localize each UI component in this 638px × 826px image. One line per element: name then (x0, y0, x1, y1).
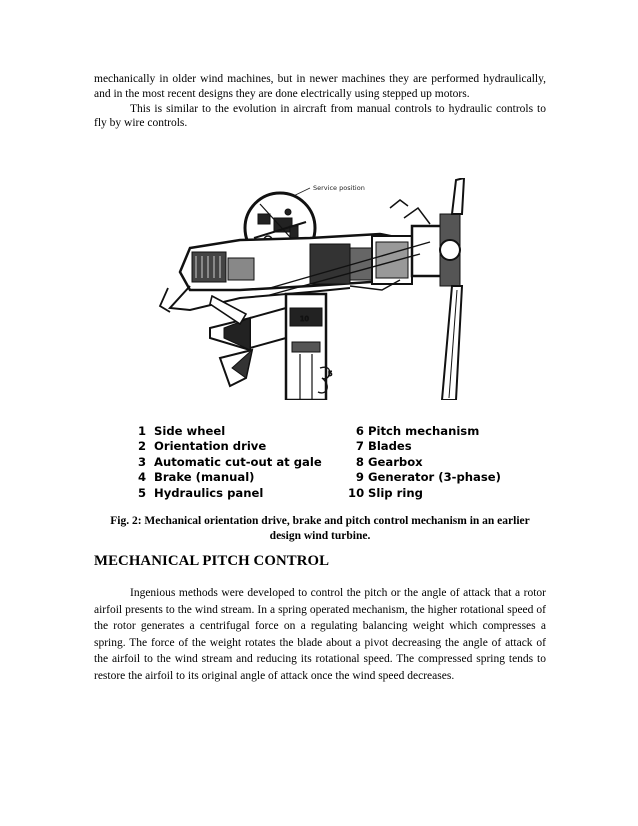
legend-number: 2 (138, 439, 147, 454)
legend-label: Orientation drive (154, 439, 267, 454)
legend-label: Slip ring (368, 485, 423, 500)
callout-10: 10 (300, 315, 309, 323)
legend-number: 4 (138, 470, 147, 485)
legend-number: 9 (355, 470, 364, 485)
turbine-diagram (150, 178, 495, 400)
service-position-label: Service position (313, 184, 365, 192)
intro-paragraph-1: mechanically in older wind machines, but in newer machines they are performed hydraulically, and in the most recent designs they are done electrically using stepped up motors. (94, 73, 546, 100)
legend-label: Hydraulics panel (154, 485, 264, 500)
legend-item (138, 470, 338, 485)
legend-number: 1 (138, 424, 147, 438)
legend-column-left (138, 424, 338, 501)
side-wheel (210, 296, 286, 386)
figure-caption: Fig. 2: Mechanical orientation drive, brake and pitch control mechanism in an earlier design wind turbine. (110, 515, 530, 542)
legend-number: 7 (355, 439, 364, 454)
legend-number: 10 (348, 485, 365, 500)
legend-label: Gearbox (368, 454, 423, 469)
turbine-figure (150, 178, 495, 400)
legend-number: 5 (138, 485, 147, 500)
legend-item (348, 470, 518, 485)
legend-label: Blades (368, 439, 412, 454)
legend-number: 6 (355, 424, 364, 438)
legend-item (348, 455, 518, 470)
callout-5: 5 (328, 370, 333, 378)
legend-item (138, 439, 338, 454)
section-heading: MECHANICAL PITCH CONTROL (94, 553, 330, 569)
legend-column-right (348, 424, 518, 501)
legend-number: 3 (138, 454, 147, 469)
section-paragraph: Ingenious methods were developed to control the pitch or the angle of attack that a rotor airfoil presents to the wind stream. In a spring operated mechanism, the higher rotational speed of the rotor generates a centrifugal force on a regulating balancing weight which compresses a spring. The force of the weight rotates the blade about a pivot decreasing the angle of attack of the airfoil to the wind stream and reducing its rotational speed. The compressed spring tends to restore the airfoil to its original angle of attack once the wind speed decreases. (94, 587, 546, 682)
legend-item (138, 424, 338, 439)
legend-label: Pitch mechanism (368, 424, 480, 438)
legend-item (138, 455, 338, 470)
legend-label: Side wheel (154, 424, 226, 438)
legend-item (348, 424, 518, 439)
legend-item (138, 486, 338, 501)
rotor-blades (442, 178, 464, 400)
legend-item (348, 439, 518, 454)
legend-label: Automatic cut-out at gale (154, 454, 322, 469)
intro-paragraph-2: This is similar to the evolution in aircraft from manual controls to hydraulic controls to fly by wire controls. (94, 102, 546, 130)
legend-label: Brake (manual) (154, 470, 255, 485)
legend-number: 8 (355, 454, 364, 469)
intro-text (94, 72, 546, 131)
legend-label: Generator (3-phase) (368, 470, 501, 485)
tower (286, 294, 332, 400)
legend-item (348, 486, 518, 501)
